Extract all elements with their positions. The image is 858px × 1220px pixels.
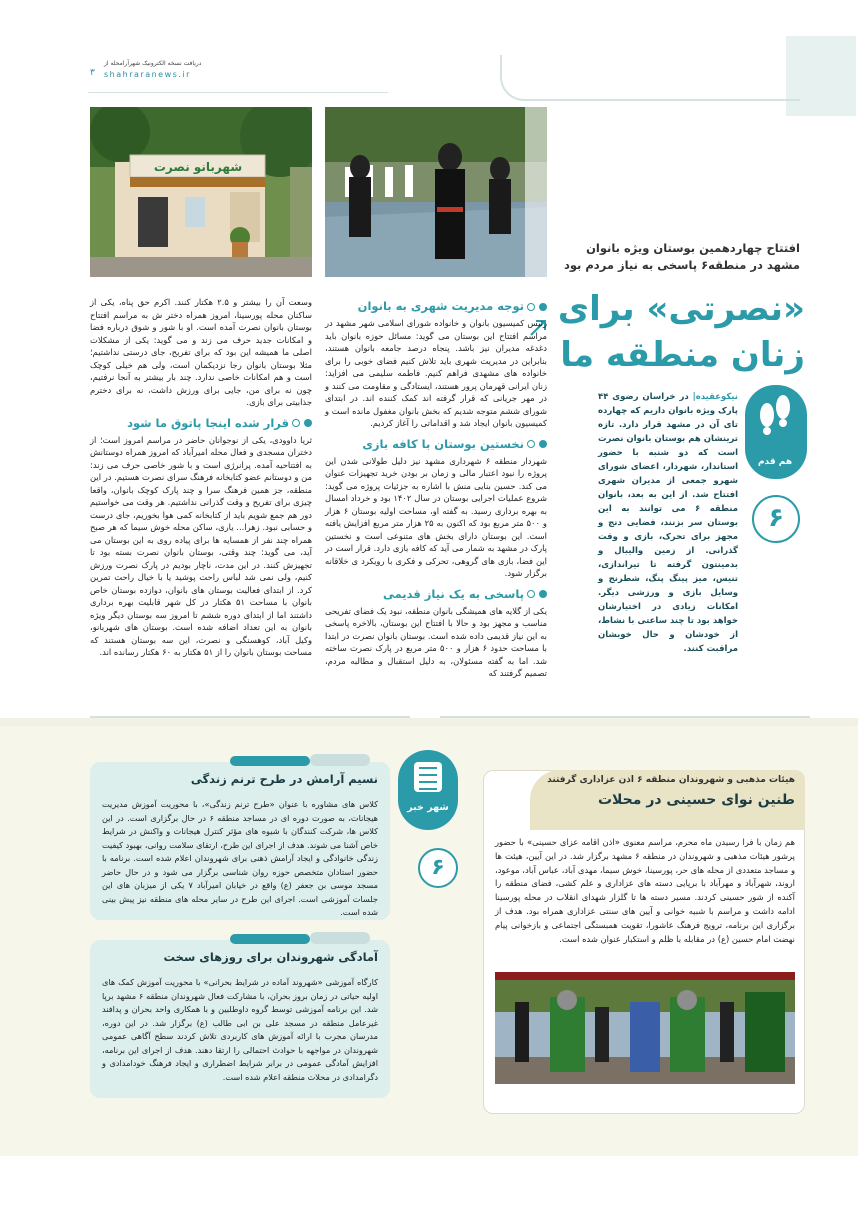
bullet-icon xyxy=(539,590,547,598)
section-text: ثریا داوودی، یکی از نوجوانان حاضر در مراسم امروز است؛ از دختران مسجدی و فعال محله امیرآباد که امروز همراه دوستانش به افتتاحیه آمده. پرانرژی است و با شور خاصی حرف می زند: من و دوستانم عضو کتابخانه فرهنگ سرای نصرت هستیم. در این منطقه، جز همین فرهنگ سرا و چند پارک کوچک بانوان، واقعا چیزی برای تفریح و وقت گذرانی نداشتیم. هر وقت می خواستیم دور هم جمع شویم باید از کتابخانه کمی هوا بخوریم، جای درست و حسابی نبود. زهرا... یاری، ساکن محله خوش سیما که هر صبح همراه چند نفر از همسایه ها برای پیاده روی به این بوستان می آید، می گوید: چند وقتی، بوستان بانوان نصرت بسته بود تا تجهیزش کنند. در این مدت، ناچار بودیم در پارک نصرت ورزش کنیم، ولی نمی شد لباس راحت پوشید یا با خیال راحت تمرین کرد. از ابتدای فعالیت بوستان های بانوان، دوازده بوستان خاص بانوان با مساحت ۵۱ هکتار در کل شهر قابلیت بهره برداری داشتند اما از ابتدای دوره ششم تا امروز سه بوستان دیگر ویژه بانوان به این تعداد اضافه شده است. بوستان های شهربانو، وکیل آباد، کوهسنگی و نصرت، این سه بوستان هستند که مساحت بوستان بانوان را از ۵۱ هکتار به ۶۰ هکتار رسانده اند. xyxy=(90,434,313,657)
section-text: رئیس کمیسیون بانوان و خانواده شورای اسلامی شهر مشهد در مراسم افتتاح این بوستان می گوید: مسائل حوزه بانوان باید دغدغه مدیران نیز باشد. پنجاه درصد جامعه بانوان هستند، بنابراین در مدیریت شهری باید تلاش کنیم فضای خوبی را برای خانواده های مشهدی فراهم کنیم. فاطمه سلیمی می افزاید: زنان ایرانی قهرمان پرور هستند، ایستادگی و مقاومت می کنند و در مهر جریانی که قرار گرفته اند کمک کننده اند. در ابتدای شورای ششم متوجه شدیم که بخش بانوان مغفول مانده است و کمیسیون بانوان ایجاد شد و اقداماتی را آغاز کردیم. xyxy=(325,318,547,428)
region-badge: ۶ xyxy=(418,848,458,888)
box-tab xyxy=(230,934,310,944)
procession-photo xyxy=(495,972,795,1084)
building-photo xyxy=(90,107,312,277)
box-tab xyxy=(230,756,310,766)
header-curve xyxy=(500,55,800,101)
left-column xyxy=(90,296,312,661)
bullet-icon xyxy=(539,303,547,311)
ring-icon xyxy=(527,440,535,448)
section-text: یکی از گلایه های همیشگی بانوان منطقه، نبود یک فضای تفریحی مناسب و مجهز بود و حالا با افتتاح این بوستان، بالاخره پاسخی به این نیاز قدیمی داده شده است. بوستان بانوان نصرت در ابتدا با مساحت حدود ۶ هزار و ۵۰۰ متر مربع در پارک نصرت ساخته شد. اما به گفته مسئولان، به دلیل استقبال و مطالبه مردم، تصمیم گرفتند که xyxy=(325,605,547,678)
page-header xyxy=(90,60,210,79)
page-number: ۳ xyxy=(90,68,95,78)
info-title: آمادگی شهروندان برای روزهای سخت xyxy=(163,950,378,964)
info-text: کارگاه آموزشی «شهروند آماده در شرایط بحرانی» با محوریت آموزش کمک های اولیه حیاتی در زمان بروز بحران، با مشارکت فعال شهروندان منطقه ۶ مشهد برپا شد. این برنامه آموزشی توسط گروه داوطلبین و با همکاری واحد بحران و پدافند غیرعامل منطقه در مسجد علی بن ابی طالب (ع) برگزار شد. در این دوره، مدرسان مجرب با ارائه آموزش های کاربردی تلاش کردند سطح آگاهی عمومی شهروندان در مواجهه با حوادث احتمالی را ارتقا دهند. هدف از اجرای این برنامه، افزایش آمادگی عمومی در برابر شرایط اضطراری و ایجاد فرهنگ خودامدادی و دگرامدادی در محلات منطقه اعلام شده است. xyxy=(102,977,379,1082)
section-heading: نخستین بوستان با کافه بازی xyxy=(325,436,547,452)
lead-source: نیکوعقیده| xyxy=(692,392,738,402)
news-kicker: هیئات مذهبی و شهروندان منطقه ۶ اذن عزاداری گرفتند xyxy=(547,775,795,785)
section-text: شهردار منطقه ۶ شهرداری مشهد نیز دلیل طولانی شدن این پروژه را نبود اعتبار مالی و زمان بر بودن خرید تجهیزات عنوان می کند. حسین بنایی منش با اشاره به جزئیات پروژه می گوید: شروع عملیات اجرایی بوستان در سال ۱۴۰۲ بود و خرداد امسال به بهره برداری رسید. به گفته او، مساحت اولیه بوستان ۶ هزار و ۵۰۰ متر مربع بود که اکنون به ۲۵ هزار متر مربع افزایش یافته است. این بوستان دارای بخش های متنوعی است و نخستین پارک در مشهد به شمار می آید که کافه بازی دارد. قرار است در این فضا، بازی های گروهی، تحرکی و فکری با رویکرد ی خلاقانه برگزار شود. xyxy=(325,455,547,578)
ring-icon xyxy=(292,419,300,427)
info-box-tarannom xyxy=(90,762,390,920)
athletes-photo xyxy=(325,107,547,277)
feature-lead-title: افتتاح چهاردهمین بوستان ویژه بانوان مشهد در منطقه۶ پاسخی به نیاز مردم بود xyxy=(563,241,800,272)
middle-column xyxy=(325,292,547,682)
info-box-crisis xyxy=(90,940,390,1098)
section-text: وسعت آن را بیشتر و ۲.۵ هکتار کنند. اکرم حق پناه، یکی از ساکنان محله پورسینا، امروز همراه دختر ش به مراسم افتتاح بوستان بانوان نصرت آمده است. او با شور و شوق درباره فضا و امکانات جدید حرف می زند و می گوید: یکی از مشکلات اصلی ما همیشه این بود که برای تفریح، جای درستی نداشتیم؛ مثلا بوستان بانوان رجا نزدیکمان است، ولی هم خیلی کوچک است و هم امکانات خاصی ندارد. چند بار بیشتر به آنجا نرفتیم، چون نه برای من، جایی برای ورزش داشت، نه برای دخترم جذابیتی برای بازی. xyxy=(90,297,312,407)
document-icon xyxy=(414,762,442,792)
section-heading: توجه مدیریت شهری به بانوان xyxy=(325,298,547,314)
badge-label: هم قدم xyxy=(757,457,793,467)
news-text: هم زمان با فرا رسیدن ماه محرم، مراسم معنوی «اذن اقامه عزای حسینی» با حضور پرشور هیئات مذهبی و شهروندان در منطقه ۶ مشهد برگزار شد. در این آیین، هیئت ها و مساجد متعددی از محله های حر، پورسینا، خوش سیما، مهدی آباد، عباس آباد، موعود، اروند، شهرآباد و مهرآباد با برپایی دسته های عزاداری و علم کشی، فضای منطقه را آکنده از شور حسینی کردند. مسیر دسته ها تا گلزار شهدای انقلاب در محله پورسینا ادامه داشت و مراسم با شبیه خوانی و آیین های سنتی عزاداری همراه بود. هدف از برگزاری این برنامه، ترویج فرهنگ عاشورا، تقویت همبستگی اجتماعی و بازخوانی پیام نهضت امام حسین (ع) در مقابله با ظلم و استکبار عنوان شده است. xyxy=(495,837,795,944)
box-tab xyxy=(310,754,370,766)
news-title: طنین نوای حسینی در محلات xyxy=(597,792,795,808)
info-text: کلاس های مشاوره با عنوان «طرح ترنم زندگی»، با محوریت آموزش مدیریت هیجانات، به صورت دوره ای در مساجد منطقه ۶ در حال برگزاری است. در این کلاس ها، شرکت کنندگان با شیوه های مؤثر کنترل هیجانات و واکنش در شرایط خاص آشنا می شوند. هدف از اجرای این طرح، ارتقای سلامت روانی، بهبود کیفیت زندگی خانوادگی و ایجاد آرامش ذهنی برای شهروندان اعلام شده است. برنامه با حضور استادان متخصص حوزه روان شناسی برگزار می شود و در حال حاضر مسجد موسی بن جعفر (ع) واقع در خیابان امیرآباد ۷ یکی از میزبان های این جلسات آموزشی است. اجرای این طرح در سایر محله های منطقه نیز پیش بینی شده است. xyxy=(102,799,378,917)
ring-icon xyxy=(527,303,535,311)
ring-icon xyxy=(527,590,535,598)
bullet-icon xyxy=(539,440,547,448)
lead-body: در خراسان رضوی ۴۴ پارک ویژه بانوان داریم که چهارده تای آن در مشهد قرار دارد. تازه ترینشان هم بوستان بانوان نصرت است که دو شنبه با حضور استاندار، شهردار، اعضای شورای شهرو جمعی از مدیران شهری افتتاح شد. از این به بعد، بانوان منطقه ۶ می توانند به این بوستان سر بزنند، فضایی دنج و مجهز برای تحرک، بازی و وقت گذرانی. از زمین والیبال و بدمینتون گرفته تا تیراندازی، تنیس، میز پینگ پنگ، شطرنج و وسایل بازی و ورزشی دیگر. امکانات زیادی در اختیارشان خواهد بود تا چند ساعتی با نشاط، از خودشان و حال خوبشان مراقبت کنند. xyxy=(598,392,738,654)
region-badge: ۶ xyxy=(752,495,800,543)
feature-headline: «نصرتی» برای زنان منطقه ما xyxy=(557,289,805,375)
shahr-khabar-badge xyxy=(398,750,458,830)
box-tab xyxy=(310,932,370,944)
header-rule xyxy=(88,92,388,93)
footprints-icon xyxy=(745,385,807,455)
building-sign: شهربانو نصرت xyxy=(153,160,243,174)
section-divider xyxy=(0,718,858,726)
info-title: نسیم آرامش در طرح ترنم زندگی xyxy=(190,772,378,786)
badge-label: شهر خبر xyxy=(407,802,449,813)
bullet-icon xyxy=(304,419,312,427)
feature-lead-text xyxy=(598,390,738,656)
section-heading: پاسخی به یک نیاز قدیمی xyxy=(325,586,547,602)
header-site[interactable]: shahraranews.ir xyxy=(104,70,191,79)
section-heading: قرار شده اینجا پاتوق ما شود xyxy=(90,415,312,431)
footprints-badge xyxy=(742,385,808,485)
header-line: دریافت نسخه الکترونیک شهرآرامحله از xyxy=(104,60,202,67)
